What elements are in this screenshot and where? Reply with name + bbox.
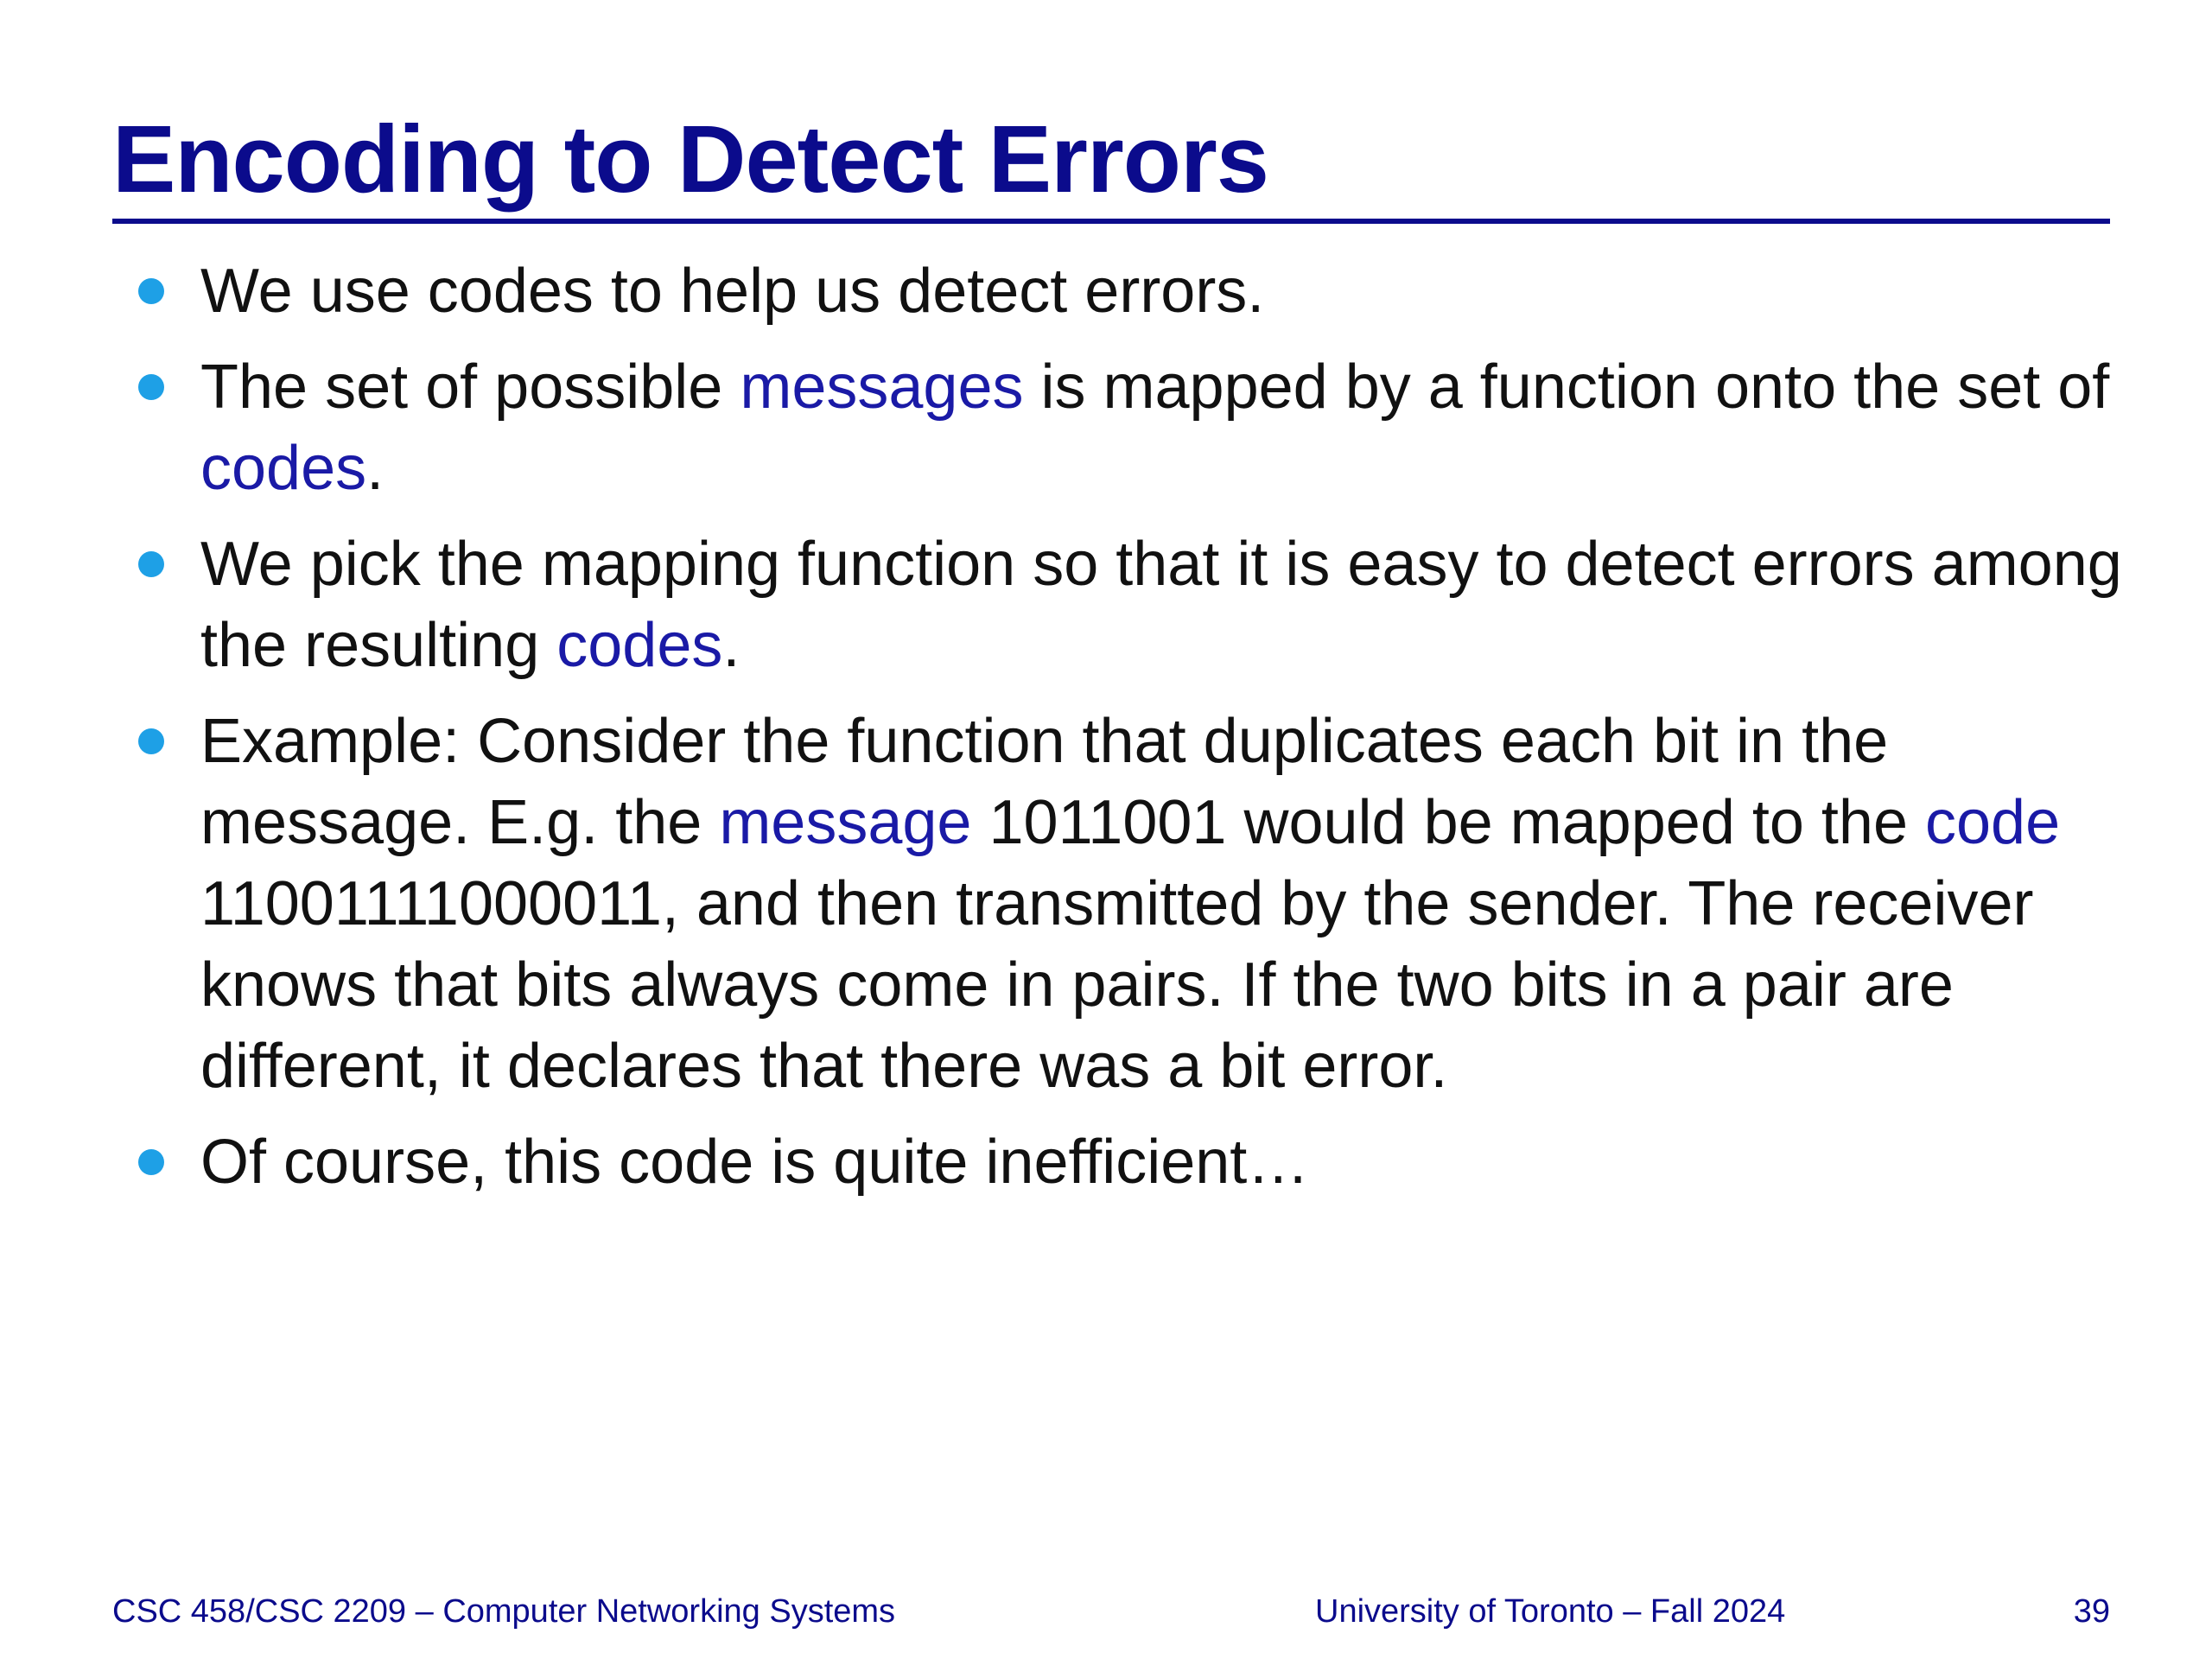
bullet-item [200, 524, 2136, 686]
bullet-dot-icon [138, 1149, 164, 1175]
bullet-text: 1011001 would be mapped to the [971, 788, 1926, 857]
title-underline [112, 219, 2110, 224]
highlighted-term: message [719, 788, 972, 857]
bullet-list [200, 251, 2136, 1217]
bullet-text: We pick the mapping function so that it is easy to detect errors among the resulting [200, 530, 2122, 680]
footer-institution: University of Toronto – Fall 2024 [1315, 1593, 1786, 1630]
bullet-text: is mapped by a function onto the set of [1023, 353, 2110, 422]
bullet-text: The set of possible [200, 353, 741, 422]
bullet-text: . [722, 611, 741, 680]
bullet-text: We use codes to help us detect errors. [200, 257, 1265, 326]
highlighted-term: codes [556, 611, 723, 680]
bullet-text: Example: Consider the function that duplicates each bit in the message. E.g. the [200, 707, 1889, 857]
footer-course: CSC 458/CSC 2209 – Computer Networking Systems [112, 1593, 896, 1630]
bullet-dot-icon [138, 374, 164, 400]
bullet-item [200, 1122, 2136, 1203]
slide-title: Encoding to Detect Errors [112, 106, 1268, 213]
bullet-text: Of course, this code is quite inefficient… [200, 1128, 1310, 1197]
bullet-text: 11001111000011, and then transmitted by the sender. The receiver knows that bits always come in pairs. If the two bits in a pair are different, it declares that there was a bit error. [200, 869, 2034, 1101]
highlighted-term: code [1925, 788, 2061, 857]
highlighted-term: codes [200, 434, 367, 503]
bullet-item [200, 251, 2136, 332]
highlighted-term: messages [740, 353, 1024, 422]
page-number: 39 [2073, 1593, 2110, 1630]
bullet-item [200, 701, 2136, 1107]
bullet-dot-icon [138, 551, 164, 577]
bullet-dot-icon [138, 728, 164, 754]
bullet-text: . [366, 434, 385, 503]
bullet-item [200, 346, 2136, 509]
bullet-dot-icon [138, 278, 164, 304]
